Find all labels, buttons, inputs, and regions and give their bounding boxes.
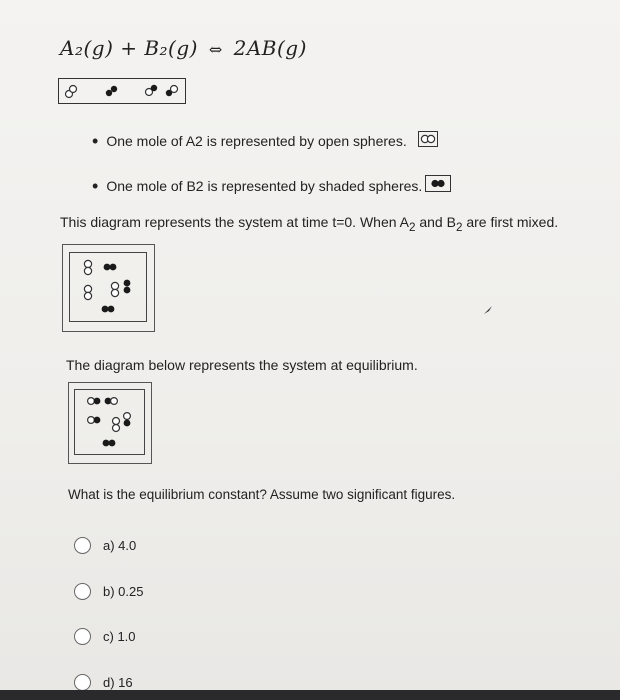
ab-molecule-icon: [88, 417, 101, 424]
initial-diagram-figure: [70, 253, 146, 321]
bullet-text: One mole of B2 is represented by shaded spheres.: [106, 178, 423, 194]
open-spheres-legend-icon: [419, 132, 437, 146]
choice-label: d) 16: [103, 675, 133, 690]
ab-molecule-icon: [88, 398, 101, 405]
shaded-b2-molecule-icon: [106, 86, 117, 96]
open-a2-molecule-icon: [84, 285, 91, 299]
shaded-spheres-legend-box: [425, 175, 451, 192]
subscript: 2: [455, 220, 463, 234]
choice-d[interactable]: [74, 674, 133, 691]
equilibrium-statement: The diagram below represents the system at equilibrium.: [66, 357, 418, 373]
open-a2-molecule-icon: [113, 418, 120, 432]
equilibrium-diagram: [68, 382, 152, 464]
radio-button[interactable]: [74, 583, 91, 600]
choice-b[interactable]: [74, 583, 143, 600]
shaded-b2-molecule-icon: [104, 264, 117, 271]
shaded-b2-molecule-icon: [103, 440, 116, 447]
initial-statement-part: and B: [415, 214, 456, 230]
shaded-b2-molecule-icon: [102, 306, 115, 313]
radio-button[interactable]: [74, 628, 91, 645]
initial-diagram-box: [69, 252, 147, 322]
equation-rhs: 2AB(g): [233, 36, 307, 60]
open-a2-molecule-icon: [111, 282, 118, 296]
radio-button[interactable]: [74, 537, 91, 554]
ab-molecule-icon: [105, 398, 118, 405]
initial-statement: [60, 214, 558, 234]
choice-label: a) 4.0: [103, 538, 137, 553]
initial-diagram: [62, 244, 155, 332]
equilibrium-diagram-box: [74, 389, 145, 455]
shaded-b2-molecule-icon: [124, 280, 131, 294]
choice-a[interactable]: [74, 537, 136, 554]
question-text: What is the equilibrium constant? Assume two significant figures.: [68, 487, 456, 502]
initial-statement-part: are first mixed.: [462, 214, 559, 230]
open-a2-molecule-icon: [66, 86, 77, 98]
bullet-shaded-spheres: [92, 175, 422, 196]
bottom-edge: [0, 690, 620, 700]
choice-label: c) 1.0: [103, 629, 136, 644]
cursor-arrow-icon: [483, 305, 493, 315]
radio-button[interactable]: [74, 674, 91, 691]
bullet-dot-icon: •: [92, 131, 99, 151]
equation-arrow: ⇔: [208, 40, 223, 59]
open-a2-molecule-icon: [84, 260, 91, 274]
bullet-dot-icon: •: [92, 176, 99, 196]
choice-label: b) 0.25: [103, 584, 144, 599]
equation-molecule-box: [58, 78, 186, 104]
equation-lhs: A₂(g) + B₂(g): [60, 36, 198, 60]
ab-molecule-icon: [146, 85, 158, 96]
ab-molecule-icon: [124, 413, 131, 427]
choice-c[interactable]: [74, 628, 136, 645]
subscript: 2: [408, 220, 416, 234]
open-spheres-legend-box: [418, 131, 438, 147]
bullet-text: One mole of A2 is represented by open spheres.: [106, 133, 407, 149]
ab-molecule-icon: [166, 86, 178, 97]
equation-molecules-figure: [59, 79, 185, 103]
shaded-spheres-legend-icon: [426, 176, 450, 191]
bullet-open-spheres: [92, 130, 407, 151]
equilibrium-diagram-figure: [75, 390, 144, 454]
initial-statement-part: This diagram represents the system at time t=0. When A: [60, 214, 409, 230]
reaction-equation: [60, 36, 307, 60]
